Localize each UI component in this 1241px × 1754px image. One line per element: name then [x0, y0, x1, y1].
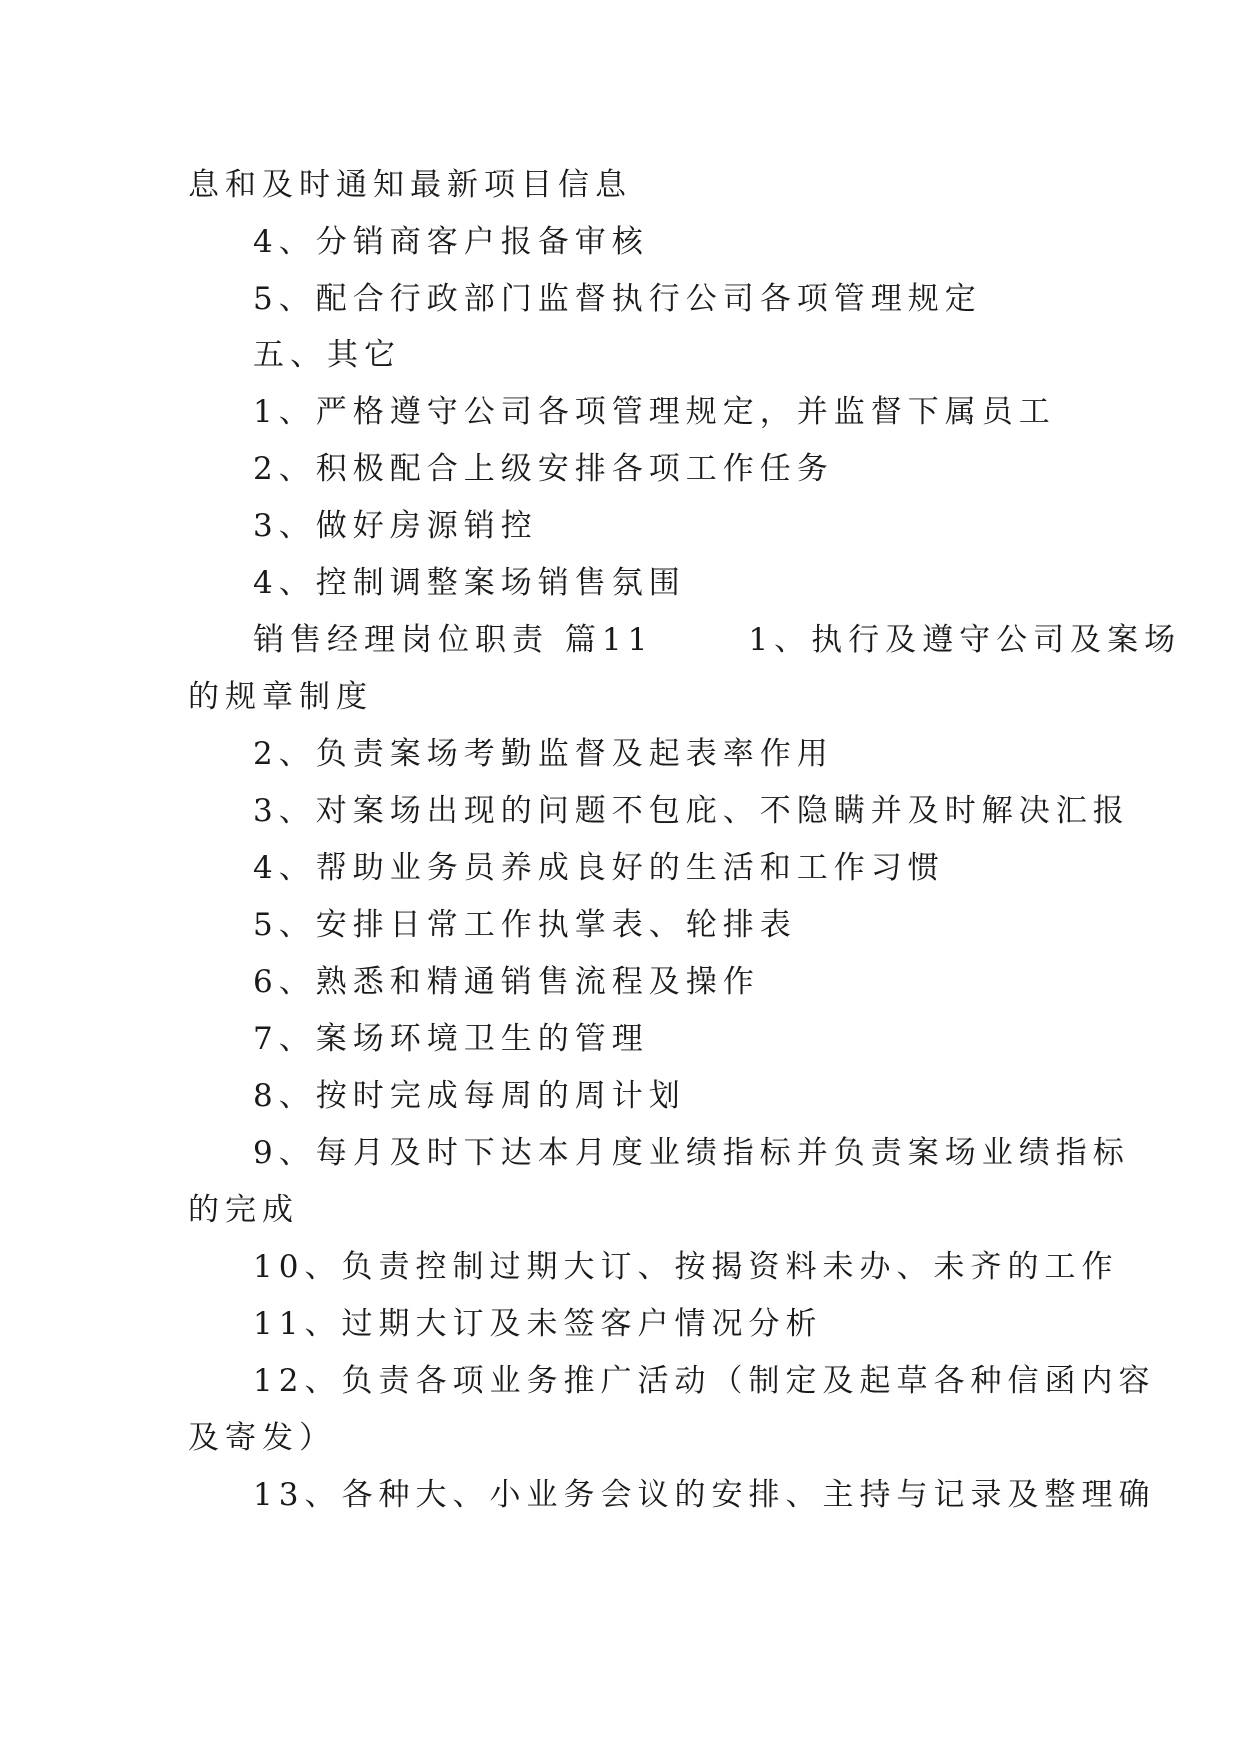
text-line: 11、过期大订及未签客户情况分析	[253, 1306, 823, 1342]
text-line: 9、每月及时下达本月度业绩指标并负责案场业绩指标	[253, 1135, 1130, 1171]
text-line: 2、积极配合上级安排各项工作任务	[253, 451, 834, 487]
text-line: 12、负责各项业务推广活动（制定及起草各种信函内容	[253, 1363, 1156, 1399]
text-line: 的规章制度	[188, 679, 373, 715]
text-line: 5、配合行政部门监督执行公司各项管理规定	[253, 281, 982, 317]
text-line: 10、负责控制过期大订、按揭资料未办、未齐的工作	[253, 1249, 1119, 1285]
text-line: 4、帮助业务员养成良好的生活和工作习惯	[253, 850, 945, 886]
text-line: 及寄发）	[188, 1420, 336, 1456]
text-line: 3、对案场出现的问题不包庇、不隐瞒并及时解决汇报	[253, 793, 1130, 829]
text-line: 4、控制调整案场销售氛围	[253, 565, 686, 601]
text-line: 7、案场环境卫生的管理	[253, 1021, 649, 1057]
text-line: 2、负责案场考勤监督及起表率作用	[253, 736, 834, 772]
text-line: 息和及时通知最新项目信息	[188, 167, 632, 203]
text-line: 6、熟悉和精通销售流程及操作	[253, 964, 760, 1000]
text-line: 1、严格遵守公司各项管理规定，并监督下属员工	[253, 394, 1056, 430]
text-line: 的完成	[188, 1192, 299, 1228]
text-line: 8、按时完成每周的周计划	[253, 1078, 686, 1114]
section-heading: 销售经理岗位职责 篇11 1、执行及遵守公司及案场	[253, 622, 1182, 658]
section-heading: 五、其它	[253, 337, 401, 373]
text-line: 4、分销商客户报备审核	[253, 224, 649, 260]
text-line: 13、各种大、小业务会议的安排、主持与记录及整理确	[253, 1477, 1156, 1513]
text-line: 3、做好房源销控	[253, 508, 538, 544]
text-line: 5、安排日常工作执掌表、轮排表	[253, 907, 797, 943]
